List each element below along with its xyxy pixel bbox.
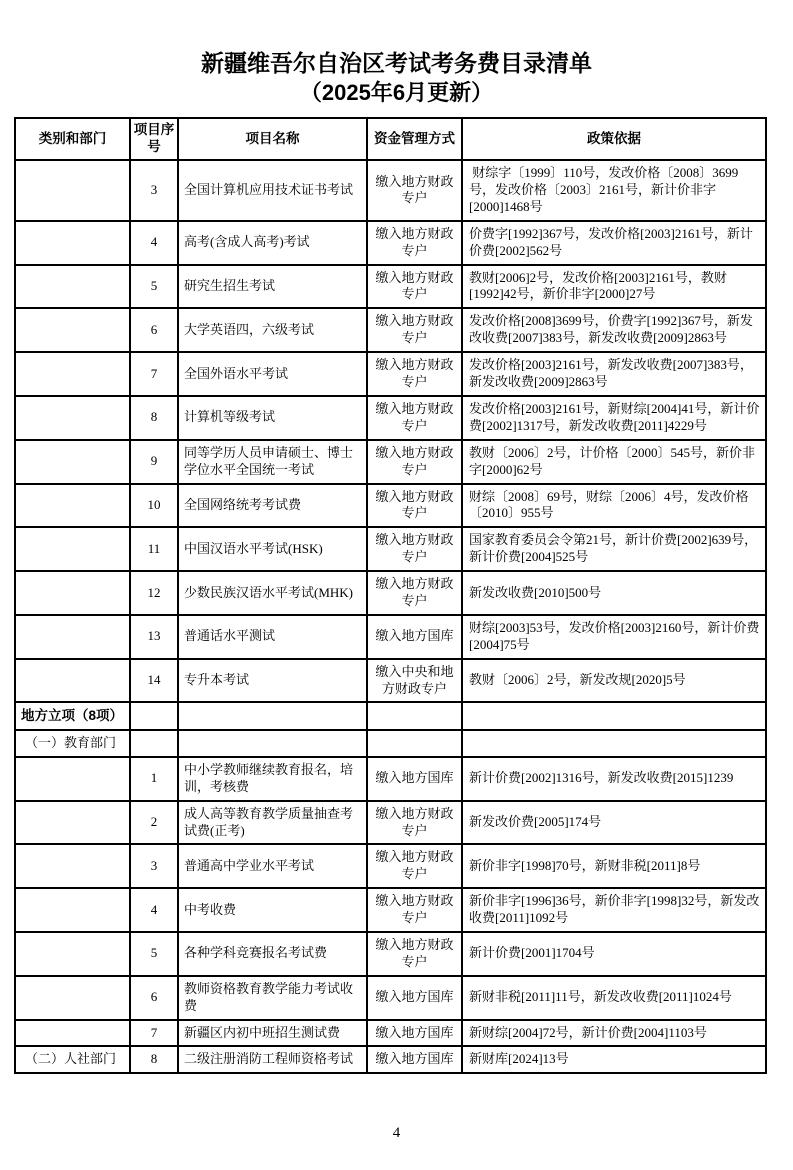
table-row xyxy=(15,1020,766,1047)
policy-basis-cell: 新计价费[2002]1316号，新发改收费[2015]1239 xyxy=(462,757,766,801)
policy-basis-cell: 新计价费[2001]1704号 xyxy=(462,932,766,976)
item-name-cell: 中国汉语水平考试(HSK) xyxy=(178,527,367,571)
fund-method-cell: 缴入地方财政专户 xyxy=(367,932,462,976)
category-cell xyxy=(15,484,130,528)
item-name-cell: 普通话水平测试 xyxy=(178,615,367,659)
table-row xyxy=(15,976,766,1020)
item-number-cell xyxy=(130,702,178,730)
table-row xyxy=(15,932,766,976)
item-number-cell: 13 xyxy=(130,615,178,659)
header-row xyxy=(15,118,766,160)
table-row xyxy=(15,527,766,571)
fund-method-cell: 缴入地方财政专户 xyxy=(367,801,462,845)
policy-basis-cell: 新财库[2024]13号 xyxy=(462,1046,766,1073)
policy-basis-cell: 财综字〔1999〕110号，发改价格〔2008〕3699号，发改价格〔2003〕2161号，新计价非字[2000]1468号 xyxy=(462,160,766,221)
category-cell xyxy=(15,571,130,615)
table-row xyxy=(15,352,766,396)
policy-basis-cell xyxy=(462,730,766,757)
table-row xyxy=(15,396,766,440)
table-row xyxy=(15,484,766,528)
section-row xyxy=(15,702,766,730)
category-cell xyxy=(15,396,130,440)
table-row xyxy=(15,221,766,265)
category-cell xyxy=(15,757,130,801)
item-name-cell: 全国计算机应用技术证书考试 xyxy=(178,160,367,221)
fund-method-cell: 缴入地方财政专户 xyxy=(367,440,462,484)
category-cell xyxy=(15,352,130,396)
section-row xyxy=(15,730,766,757)
item-name-cell: 计算机等级考试 xyxy=(178,396,367,440)
policy-basis-cell: 新价非字[1998]70号，新财非税[2011]8号 xyxy=(462,844,766,888)
item-number-cell: 6 xyxy=(130,308,178,352)
fund-method-cell: 缴入地方财政专户 xyxy=(367,888,462,932)
fund-method-cell: 缴入地方国库 xyxy=(367,1046,462,1073)
category-cell xyxy=(15,308,130,352)
item-name-cell: 全国外语水平考试 xyxy=(178,352,367,396)
policy-basis-cell: 国家教育委员会令第21号，新计价费[2002]639号，新计价费[2004]525号 xyxy=(462,527,766,571)
policy-basis-cell: 发改价格[2003]2161号，新发改收费[2007]383号，新发改收费[2009]2863号 xyxy=(462,352,766,396)
item-name-cell: 普通高中学业水平考试 xyxy=(178,844,367,888)
item-number-cell: 5 xyxy=(130,265,178,309)
category-cell xyxy=(15,265,130,309)
table-row xyxy=(15,1046,766,1073)
category-cell: 地方立项（8项） xyxy=(15,702,130,730)
category-cell xyxy=(15,440,130,484)
policy-basis-cell: 价费字[1992]367号，发改价格[2003]2161号，新计价费[2002]562号 xyxy=(462,221,766,265)
item-number-cell: 8 xyxy=(130,1046,178,1073)
policy-basis-cell: 财综[2003]53号，发改价格[2003]2160号，新计价费[2004]75号 xyxy=(462,615,766,659)
table-row xyxy=(15,160,766,221)
item-name-cell: 成人高等教育教学质量抽查考试费(正考) xyxy=(178,801,367,845)
fund-method-cell: 缴入地方财政专户 xyxy=(367,221,462,265)
header-item-number: 项目序号 xyxy=(130,118,178,160)
policy-basis-cell: 新财综[2004]72号，新计价费[2004]1103号 xyxy=(462,1020,766,1047)
fund-method-cell xyxy=(367,702,462,730)
item-number-cell xyxy=(130,730,178,757)
fund-method-cell: 缴入地方国库 xyxy=(367,1020,462,1047)
item-name-cell xyxy=(178,730,367,757)
table-row xyxy=(15,757,766,801)
header-policy-basis: 政策依据 xyxy=(462,118,766,160)
item-number-cell: 9 xyxy=(130,440,178,484)
header-category: 类别和部门 xyxy=(15,118,130,160)
item-name-cell: 同等学历人员申请硕士、博士学位水平全国统一考试 xyxy=(178,440,367,484)
fund-method-cell: 缴入地方国库 xyxy=(367,976,462,1020)
fund-method-cell xyxy=(367,730,462,757)
fund-method-cell: 缴入地方财政专户 xyxy=(367,160,462,221)
policy-basis-cell: 新发改价费[2005]174号 xyxy=(462,801,766,845)
policy-basis-cell: 发改价格[2003]2161号，新财综[2004]41号，新计价费[2002]1317号，新发改收费[2011]4229号 xyxy=(462,396,766,440)
category-cell xyxy=(15,221,130,265)
category-cell xyxy=(15,659,130,703)
item-name-cell xyxy=(178,702,367,730)
fund-method-cell: 缴入地方财政专户 xyxy=(367,844,462,888)
fund-method-cell: 缴入地方财政专户 xyxy=(367,571,462,615)
policy-basis-cell xyxy=(462,702,766,730)
fund-method-cell: 缴入地方财政专户 xyxy=(367,484,462,528)
item-name-cell: 专升本考试 xyxy=(178,659,367,703)
fund-method-cell: 缴入地方国库 xyxy=(367,615,462,659)
table-header xyxy=(15,118,766,160)
item-number-cell: 8 xyxy=(130,396,178,440)
table-row xyxy=(15,844,766,888)
fund-method-cell: 缴入中央和地方财政专户 xyxy=(367,659,462,703)
category-cell: （一）教育部门 xyxy=(15,730,130,757)
page-title: 新疆维吾尔自治区考试考务费目录清单 xyxy=(201,50,592,76)
fund-method-cell: 缴入地方财政专户 xyxy=(367,352,462,396)
category-cell xyxy=(15,801,130,845)
table-body xyxy=(15,160,766,1073)
item-name-cell: 新疆区内初中班招生测试费 xyxy=(178,1020,367,1047)
category-cell: （二）人社部门 xyxy=(15,1046,130,1073)
item-number-cell: 6 xyxy=(130,976,178,1020)
policy-basis-cell: 新价非字[1996]36号，新价非字[1998]32号，新发改收费[2011]1092号 xyxy=(462,888,766,932)
fund-method-cell: 缴入地方财政专户 xyxy=(367,308,462,352)
category-cell xyxy=(15,1020,130,1047)
item-number-cell: 1 xyxy=(130,757,178,801)
table-row xyxy=(15,888,766,932)
item-name-cell: 中小学教师继续教育报名，培训，考核费 xyxy=(178,757,367,801)
item-name-cell: 大学英语四，六级考试 xyxy=(178,308,367,352)
item-number-cell: 5 xyxy=(130,932,178,976)
table-row xyxy=(15,801,766,845)
item-name-cell: 中考收费 xyxy=(178,888,367,932)
item-name-cell: 高考(含成人高考)考试 xyxy=(178,221,367,265)
category-cell xyxy=(15,160,130,221)
category-cell xyxy=(15,615,130,659)
policy-basis-cell: 新财非税[2011]11号，新发改收费[2011]1024号 xyxy=(462,976,766,1020)
policy-basis-cell: 教财〔2006〕2号，新发改规[2020]5号 xyxy=(462,659,766,703)
fee-catalog-table xyxy=(14,117,767,1074)
item-name-cell: 研究生招生考试 xyxy=(178,265,367,309)
fund-method-cell: 缴入地方财政专户 xyxy=(367,265,462,309)
item-name-cell: 二级注册消防工程师资格考试 xyxy=(178,1046,367,1073)
policy-basis-cell: 财综〔2008〕69号，财综〔2006〕4号，发改价格〔2010〕955号 xyxy=(462,484,766,528)
item-number-cell: 3 xyxy=(130,844,178,888)
title-block xyxy=(0,48,793,107)
header-item-name: 项目名称 xyxy=(178,118,367,160)
fund-method-cell: 缴入地方国库 xyxy=(367,757,462,801)
page-subtitle: （2025年6月更新） xyxy=(299,80,494,106)
table-row xyxy=(15,615,766,659)
item-name-cell: 全国网络统考考试费 xyxy=(178,484,367,528)
item-number-cell: 4 xyxy=(130,221,178,265)
policy-basis-cell: 教财[2006]2号，发改价格[2003]2161号，教财[1992]42号，新价非字[2000]27号 xyxy=(462,265,766,309)
fund-method-cell: 缴入地方财政专户 xyxy=(367,527,462,571)
policy-basis-cell: 新发改收费[2010]500号 xyxy=(462,571,766,615)
category-cell xyxy=(15,976,130,1020)
table-row xyxy=(15,659,766,703)
item-number-cell: 2 xyxy=(130,801,178,845)
item-number-cell: 3 xyxy=(130,160,178,221)
item-name-cell: 少数民族汉语水平考试(MHK) xyxy=(178,571,367,615)
header-fund-method: 资金管理方式 xyxy=(367,118,462,160)
table-row xyxy=(15,265,766,309)
item-number-cell: 10 xyxy=(130,484,178,528)
item-number-cell: 7 xyxy=(130,1020,178,1047)
page-number: 4 xyxy=(392,1125,401,1141)
policy-basis-cell: 教财〔2006〕2号，计价格〔2000〕545号，新价非字[2000]62号 xyxy=(462,440,766,484)
document-page xyxy=(0,48,793,1141)
item-number-cell: 12 xyxy=(130,571,178,615)
category-cell xyxy=(15,888,130,932)
item-number-cell: 7 xyxy=(130,352,178,396)
policy-basis-cell: 发改价格[2008]3699号，价费字[1992]367号，新发改收费[2007]383号，新发改收费[2009]2863号 xyxy=(462,308,766,352)
item-number-cell: 14 xyxy=(130,659,178,703)
item-name-cell: 各种学科竞赛报名考试费 xyxy=(178,932,367,976)
category-cell xyxy=(15,527,130,571)
table-row xyxy=(15,571,766,615)
category-cell xyxy=(15,844,130,888)
item-name-cell: 教师资格教育教学能力考试收费 xyxy=(178,976,367,1020)
item-number-cell: 4 xyxy=(130,888,178,932)
table-row xyxy=(15,440,766,484)
fund-method-cell: 缴入地方财政专户 xyxy=(367,396,462,440)
category-cell xyxy=(15,932,130,976)
table-row xyxy=(15,308,766,352)
item-number-cell: 11 xyxy=(130,527,178,571)
